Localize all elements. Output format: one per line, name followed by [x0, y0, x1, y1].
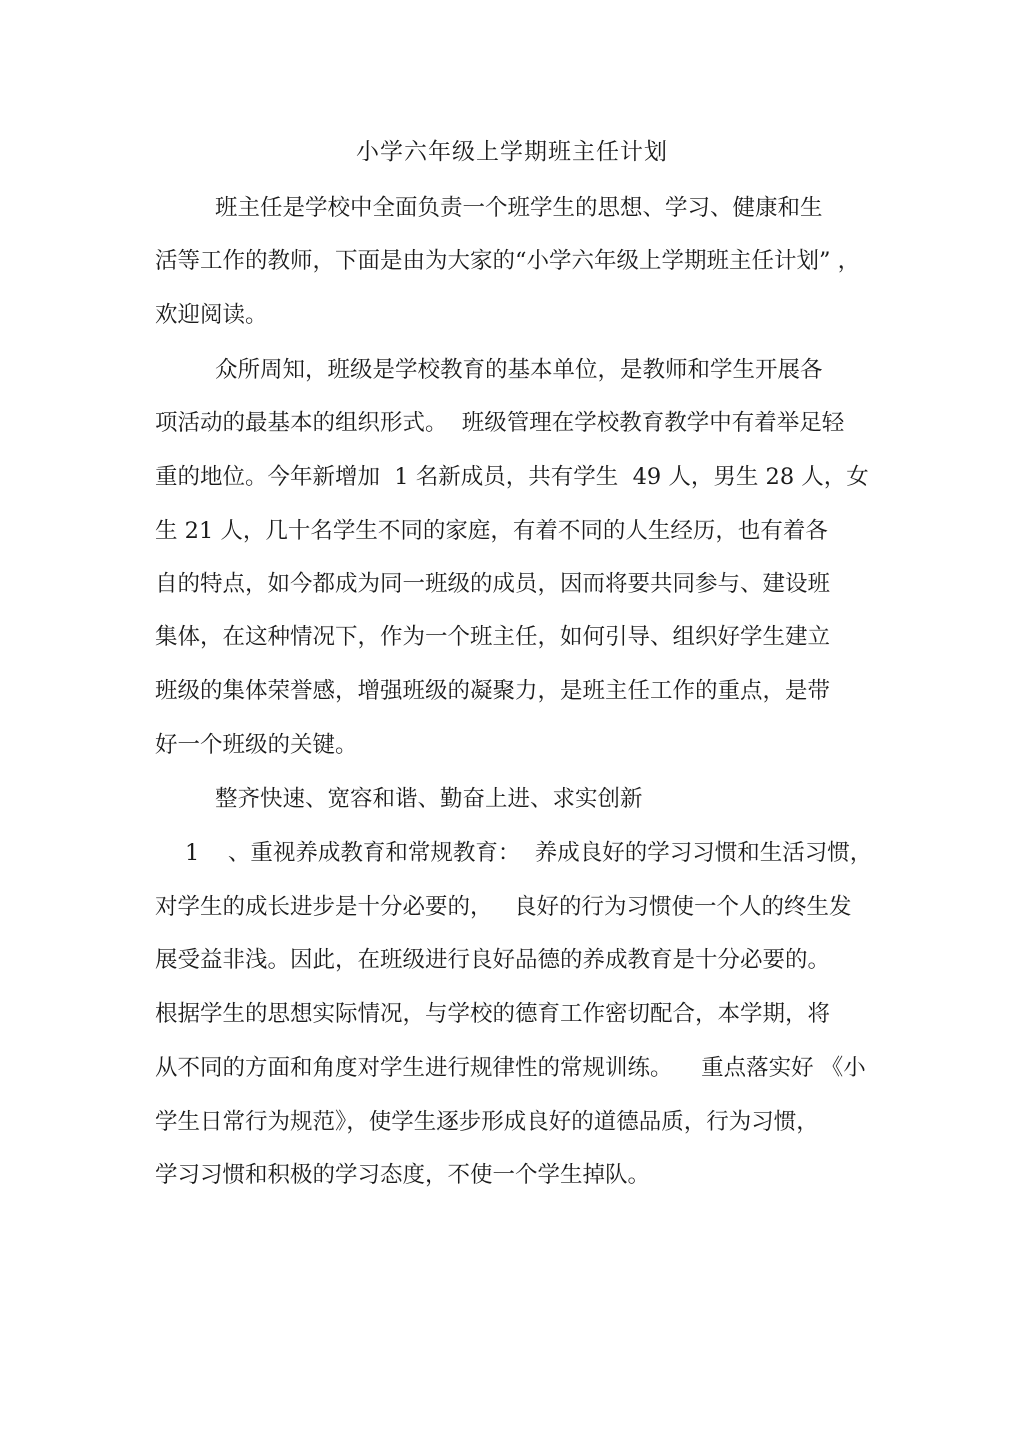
- paragraph-line: 对学生的成长进步是十分必要的， 良好的行为习惯使一个人的终生发: [155, 894, 852, 920]
- paragraph-line: 学习习惯和积极的学习态度，不使一个学生掉队。: [155, 1162, 651, 1188]
- paragraph-line: 活等工作的教师，下面是由为大家的“小学六年级上学期班主任计划” ，: [155, 248, 861, 274]
- paragraph-line: 自的特点，如今都成为同一班级的成员，因而将要共同参与、建设班: [155, 571, 831, 597]
- paragraph-line: 展受益非浅。因此，在班级进行良好品德的养成教育是十分必要的。: [155, 947, 831, 973]
- paragraph-line: 项活动的最基本的组织形式。 班级管理在学校教育教学中有着举足轻: [155, 410, 845, 436]
- paragraph-line: 学生日常行为规范》，使学生逐步形成良好的道德品质，行为习惯，: [155, 1109, 819, 1135]
- paragraph-line: 好一个班级的关键。: [155, 732, 358, 758]
- paragraph-line: 从不同的方面和角度对学生进行规律性的常规训练。 重点落实好 《小: [155, 1055, 866, 1081]
- paragraph-line: 班主任是学校中全面负责一个班学生的思想、学习、健康和生: [215, 195, 823, 221]
- paragraph-line: 重的地位。今年新增加 1 名新成员，共有学生 49 人，男生 28 人，女: [155, 464, 869, 490]
- paragraph-line: 生 21 人，几十名学生不同的家庭，有着不同的人生经历，也有着各: [155, 518, 828, 544]
- paragraph-line: 1 、重视养成教育和常规教育： 养成良好的学习习惯和生活习惯，: [185, 840, 873, 866]
- paragraph-line: 欢迎阅读。: [155, 302, 268, 328]
- page-title: 小学六年级上学期班主任计划: [356, 139, 668, 165]
- paragraph-line: 整齐快速、宽容和谐、勤奋上进、求实创新: [215, 786, 643, 812]
- paragraph-line: 集体，在这种情况下，作为一个班主任，如何引导、组织好学生建立: [155, 624, 831, 650]
- paragraph-line: 众所周知，班级是学校教育的基本单位，是教师和学生开展各: [215, 357, 823, 383]
- paragraph-line: 班级的集体荣誉感，增强班级的凝聚力，是班主任工作的重点，是带: [155, 678, 831, 704]
- paragraph-line: 根据学生的思想实际情况，与学校的德育工作密切配合，本学期，将: [155, 1001, 831, 1027]
